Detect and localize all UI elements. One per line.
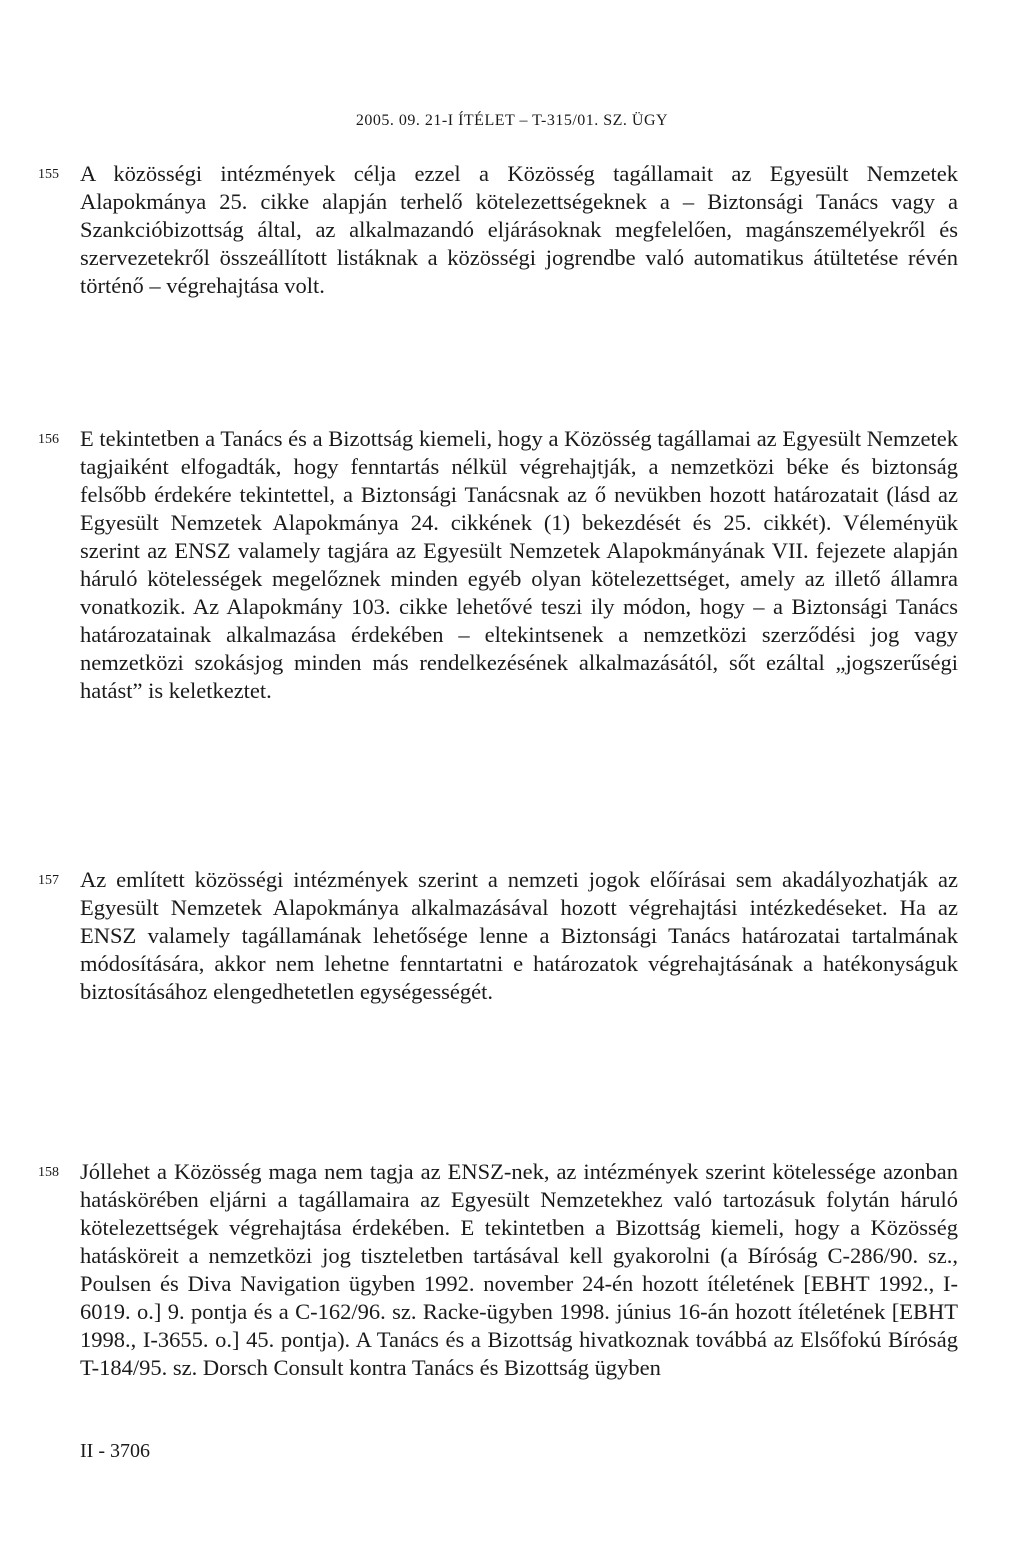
paragraph-number: 156 <box>38 432 59 447</box>
paragraph-text: A közösségi intézmények célja ezzel a Közösség tagállamait az Egyesült Nemzetek Alapokmánya 25. cikke alapján terhelő kötelezettségeknek a – Biztonsági Tanács vagy a Szankcióbizottság által, az alkalmazandó eljárásoknak megfelelően, magánszemélyekről és szervezetekről összeállított listáknak a közösségi jogrendbe való automatikus átültetése révén történő – végrehajtása volt. <box>80 161 958 298</box>
page-number: II - 3706 <box>80 1440 150 1462</box>
paragraph-number: 155 <box>38 167 59 182</box>
paragraph-text: E tekintetben a Tanács és a Bizottság kiemeli, hogy a Közösség tagállamai az Egyesült Nemzetek tagjaiként elfogadták, hogy fenntartás nélkül végrehajtják, a nemzetközi béke és biztonság felsőbb érdekére tekintettel, a Biztonsági Tanácsnak az ő nevükben hozott határozatait (lásd az Egyesült Nemzetek Alapokmánya 24. cikkének (1) bekezdését és 25. cikkét). Véleményük szerint az ENSZ valamely tagjára az Egyesült Nemzetek Alapokmányának VII. fejezete alapján háruló kötelességek megelőznek minden egyéb olyan kötelezettséget, amely az illető államra vonatkozik. Az Alapokmány 103. cikke lehetővé teszi ily módon, hogy – a Biztonsági Tanács határozatainak alkalmazása érdekében – eltekintsenek a nemzetközi szerződési jog vagy nemzetközi szokásjog minden más rendelkezésének alkalmazásától, sőt ezáltal „jogszerűségi hatást” is keletkeztet. <box>80 426 958 703</box>
paragraph-text: Jóllehet a Közösség maga nem tagja az ENSZ-nek, az intézmények szerint kötelessége azonban hatáskörében eljárni a tagállamaira az Egyesült Nemzetekhez való tartozásuk folytán háruló kötelezettségek végrehajtása érdekében. E tekintetben a Bizottság kiemeli, hogy a Közösség hatásköreit a nemzetközi jog tiszteletben tartásával kell gyakorolni (a Bíróság C-286/90. sz., Poulsen és Diva Navigation ügyben 1992. november 24-én hozott ítéletének [EBHT 1992., I-6019. o.] 9. pontja és a C-162/96. sz. Racke-ügyben 1998. június 16-án hozott ítéletének [EBHT 1998., I-3655. o.] 45. pontja). A Tanács és a Bizottság hivatkoznak továbbá az Elsőfokú Bíróság T-184/95. sz. Dorsch Consult kontra Tanács és Bizottság ügyben <box>80 1159 958 1380</box>
paragraph-number: 157 <box>38 873 59 888</box>
running-header: 2005. 09. 21-I ÍTÉLET – T-315/01. SZ. ÜGY <box>355 112 669 129</box>
paragraph-text: Az említett közösségi intézmények szerint a nemzeti jogok előírásai sem akadályozhatják az Egyesült Nemzetek Alapokmánya alkalmazásával hozott végrehajtási intézkedéseket. Ha az ENSZ valamely tagállamának lehetősége lenne a Biztonsági Tanács határozatai tartalmának módosítására, akkor nem lehetne fenntartatni e határozatok végrehajtásának a hatékonyságuk biztosításához elengedhetetlen egységességét. <box>80 867 958 1004</box>
paragraph-number: 158 <box>38 1165 59 1180</box>
